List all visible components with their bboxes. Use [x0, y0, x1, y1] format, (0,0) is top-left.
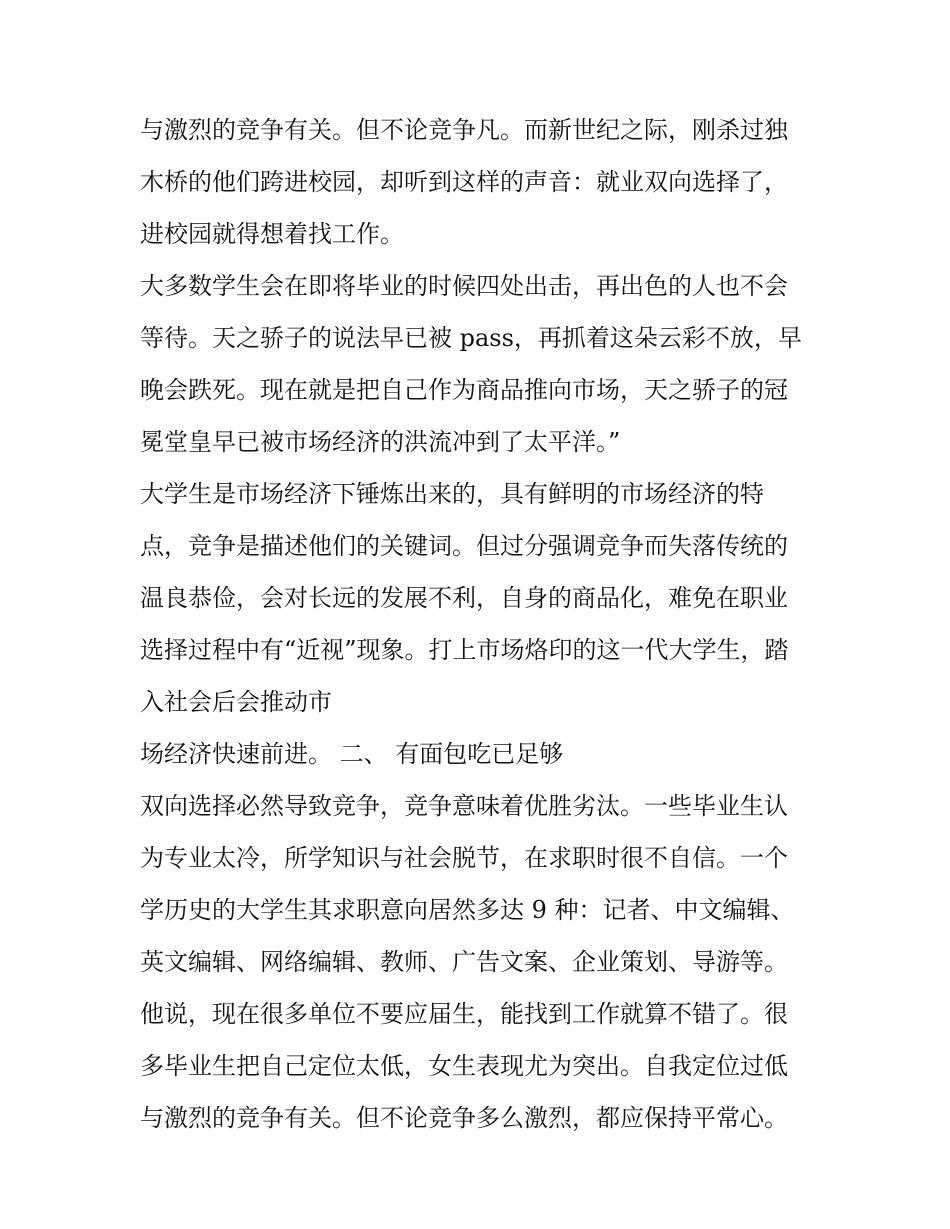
text-line: 温良恭俭，会对长远的发展不利，自身的商品化，难免在职业 [140, 584, 788, 612]
text-line: 冕堂皇早已被市场经济的洪流冲到了太平洋。” [140, 428, 621, 456]
text-line: 与激烈的竞争有关。但不论竞争多么激烈，都应保持平常心。 [140, 1104, 788, 1132]
text-line: 英文编辑、网络编辑、教师、广告文案、企业策划、导游等。 [140, 948, 788, 976]
text-line: 晚会跌死。现在就是把自己作为商品推向市场，天之骄子的冠 [140, 376, 788, 404]
paragraph-5 [140, 780, 820, 1144]
paragraph-2 [140, 260, 820, 468]
text-line: 入社会后会推动市 [140, 688, 332, 716]
text-line: 与激烈的竞争有关。但不论竞争凡。而新世纪之际，刚杀过独 [140, 116, 788, 144]
document-body [140, 104, 820, 1144]
paragraph-3 [140, 468, 820, 728]
text-line: 大多数学生会在即将毕业的时候四处出击，再出色的人也不会 [140, 272, 788, 300]
text-line: 场经济快速前进。 二、 有面包吃已足够 [140, 740, 564, 768]
text-line: 等待。天之骄子的说法早已被 pass，再抓着这朵云彩不放，早 [140, 324, 802, 352]
paragraph-1 [140, 104, 820, 260]
text-line: 点，竞争是描述他们的关键词。但过分强调竞争而失落传统的 [140, 532, 788, 560]
text-line: 双向选择必然导致竞争，竞争意味着优胜劣汰。一些毕业生认 [140, 792, 788, 820]
text-line: 学历史的大学生其求职意向居然多达 9 种：记者、中文编辑、 [140, 896, 795, 924]
text-line: 选择过程中有“近视”现象。打上市场烙印的这一代大学生，踏 [140, 636, 789, 664]
text-line: 他说，现在很多单位不要应届生，能找到工作就算不错了。很 [140, 1000, 788, 1028]
text-line: 大学生是市场经济下锤炼出来的，具有鲜明的市场经济的特 [140, 480, 764, 508]
text-line: 木桥的他们跨进校园，却听到这样的声音：就业双向选择了， [140, 168, 788, 196]
text-line: 多毕业生把自己定位太低，女生表现尤为突出。自我定位过低 [140, 1052, 788, 1080]
section-heading-paragraph [140, 728, 820, 780]
text-line: 为专业太冷，所学知识与社会脱节，在求职时很不自信。一个 [140, 844, 788, 872]
text-line: 进校园就得想着找工作。 [140, 220, 404, 248]
